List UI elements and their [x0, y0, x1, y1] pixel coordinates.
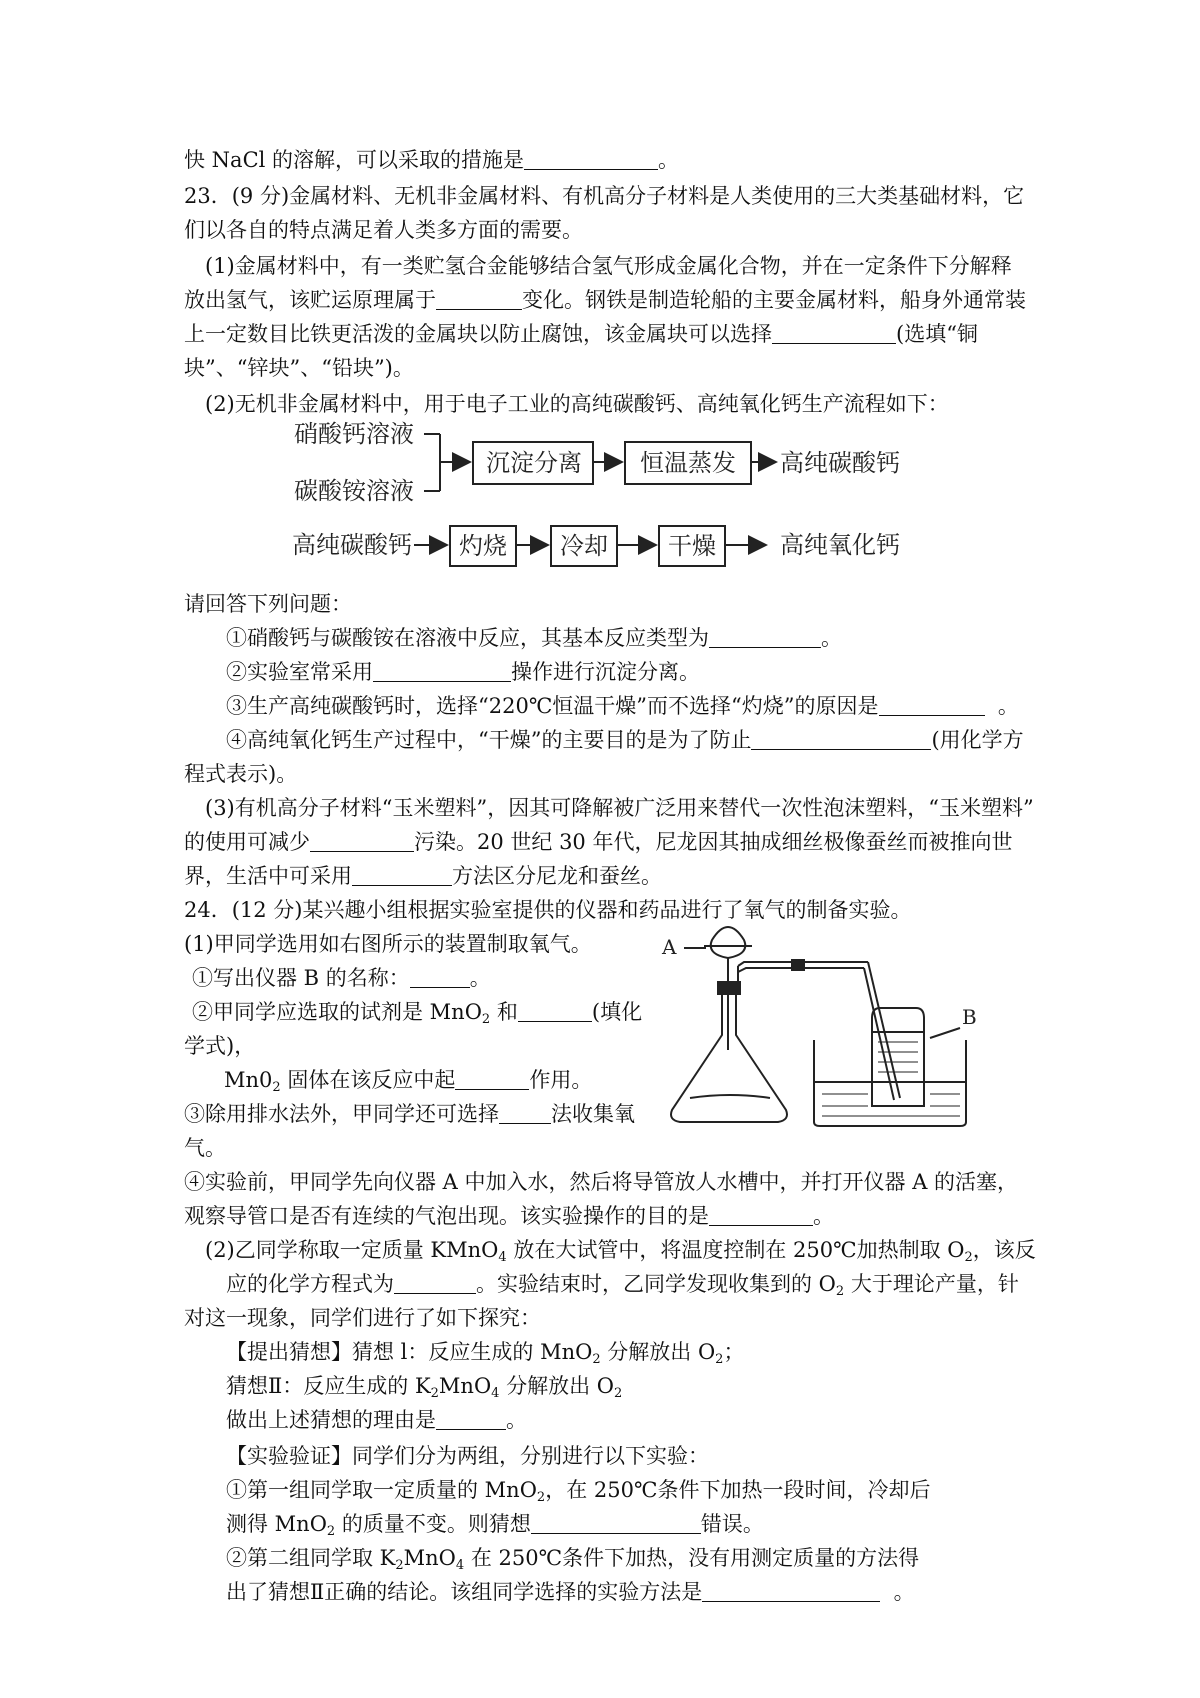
text-line: [205, 1238, 1036, 1265]
separatory-funnel: [711, 927, 746, 958]
text-line: ④实验前，甲同学先向仪器 A 中加入水，然后将导管放人水槽中，并打开仪器 A 的活塞，: [184, 1170, 1019, 1194]
oxygen-apparatus-diagram: [660, 920, 1000, 1140]
text-line: (1)甲同学选用如右图所示的装置制取氧气。: [184, 932, 592, 956]
text-line: (1)金属材料中，有一类贮氢合金能够结合氢气形成金属化合物，并在一定条件下分解释: [205, 254, 1012, 278]
subscript: 2: [614, 1386, 623, 1401]
subscript: 2: [835, 1284, 845, 1299]
text-line: 们以各自的特点满足着人类多方面的需要。: [184, 218, 583, 242]
text-segment: MnO: [403, 1546, 456, 1570]
text-segment: Mn0: [224, 1068, 273, 1092]
flow-step-precipitation: 沉淀分离: [486, 449, 582, 477]
text-segment: 的使用可减少: [184, 830, 310, 854]
flow-output-calcium-carbonate: 高纯碳酸钙: [780, 449, 900, 477]
text-segment: 。: [658, 148, 680, 172]
answer-blank[interactable]: [709, 629, 821, 648]
text-segment: (填化: [591, 1000, 643, 1024]
answer-blank[interactable]: [352, 867, 452, 886]
text-segment: 快 NaCl 的溶解，可以采取的措施是: [184, 148, 525, 172]
subscript: 4: [491, 1386, 500, 1401]
text-line: 请回答下列问题：: [184, 592, 352, 616]
subscript: 2: [395, 1558, 404, 1573]
text-line: [226, 1374, 623, 1401]
text-segment: 做出上述猜想的理由是: [226, 1408, 436, 1432]
text-segment: 。: [469, 966, 491, 990]
label-pointer-b: [930, 1028, 960, 1038]
text-segment: ，该反: [972, 1238, 1036, 1262]
text-line: [184, 866, 662, 887]
text-segment: 变化。钢铁是制造轮船的主要金属材料，船身外通常装: [522, 288, 1026, 312]
answer-blank[interactable]: [373, 663, 511, 682]
flow-start-calcium-carbonate: 高纯碳酸钙: [292, 531, 412, 559]
text-segment: ③除用排水法外，甲同学还可选择: [184, 1102, 499, 1126]
answer-blank[interactable]: [499, 1105, 551, 1124]
subscript: 2: [326, 1524, 336, 1539]
text-segment: 的质量不变。则猜想: [335, 1512, 531, 1536]
answer-blank[interactable]: [531, 1515, 701, 1534]
subscript: 2: [715, 1352, 724, 1367]
text-line: [226, 1340, 745, 1367]
text-segment: 错误。: [700, 1512, 764, 1536]
flow-input-calcium-nitrate: 硝酸钙溶液: [294, 420, 414, 448]
question-24: 24．(12 分)某兴趣小组根据实验室提供的仪器和药品进行了氧气的制备实验。: [184, 898, 912, 922]
label-a: A: [662, 935, 677, 959]
subscript: 4: [498, 1250, 507, 1265]
text-segment: 固体在该反应中起: [280, 1068, 456, 1092]
text-segment: (用化学方: [931, 728, 1024, 752]
answer-blank[interactable]: [879, 697, 985, 716]
text-segment: ①写出仪器 B 的名称：: [192, 966, 410, 990]
subscript: 2: [536, 1490, 546, 1505]
tube-connector: [792, 960, 804, 970]
text-segment: 方法区分尼龙和蚕丝。: [452, 864, 662, 888]
answer-blank[interactable]: [751, 731, 931, 750]
text-segment: 在 250℃条件下加热，没有用测定质量的方法得: [464, 1546, 920, 1570]
text-segment: 大于理论产量，针: [844, 1272, 1019, 1296]
text-line: 学式)，: [184, 1034, 256, 1058]
text-line: [184, 832, 1012, 853]
flow-step-dry: 干燥: [668, 532, 716, 560]
subscript: 4: [455, 1558, 465, 1573]
text-segment: 分解放出 O: [499, 1374, 615, 1398]
question-23: 23．(9 分)金属材料、无机非金属材料、有机高分子材料是人类使用的三大类基础材料，它: [184, 184, 1025, 208]
text-segment: 应的化学方程式为: [226, 1272, 394, 1296]
text-segment: 。: [821, 626, 842, 650]
answer-blank[interactable]: [702, 1583, 880, 1602]
answer-blank[interactable]: [455, 1071, 529, 1090]
text-segment: 测得 MnO: [226, 1512, 327, 1536]
text-segment: ②实验室常采用: [226, 660, 373, 684]
answer-blank[interactable]: [310, 833, 414, 852]
text-line: [226, 1582, 915, 1603]
label-b: B: [962, 1005, 977, 1029]
text-line: [226, 662, 700, 683]
text-segment: (2)乙同学称取一定质量 KMnO: [205, 1238, 499, 1262]
text-line: [226, 730, 1024, 751]
answer-blank[interactable]: [394, 1275, 476, 1294]
text-segment: 放出氢气，该贮运原理属于: [184, 288, 436, 312]
text-line: 对这一现象，同学们进行了如下探究：: [184, 1306, 541, 1330]
text-segment: 作用。: [529, 1068, 593, 1092]
delivery-tube: [864, 968, 894, 1100]
flow-input-ammonium-carbonate: 碳酸铵溶液: [294, 477, 414, 505]
text-segment: 观察导管口是否有连续的气泡出现。该实验操作的目的是: [184, 1204, 709, 1228]
text-line: [226, 1546, 920, 1573]
text-line: [226, 628, 842, 649]
text-segment: ②第二组同学取 K: [226, 1546, 396, 1570]
text-segment: 和: [490, 1000, 518, 1024]
text-segment: 上一定数目比铁更活泼的金属块以防止腐蚀，该金属块可以选择: [184, 322, 772, 346]
subscript: 2: [964, 1250, 973, 1265]
text-line: [226, 696, 1019, 717]
subscript: 2: [592, 1352, 601, 1367]
text-segment: ④高纯氧化钙生产过程中，“干燥”的主要目的是为了防止: [226, 728, 752, 752]
answer-blank[interactable]: [436, 1411, 506, 1430]
text-segment: 。: [506, 1408, 527, 1432]
text-line: [226, 1272, 1019, 1299]
text-segment: 污染。20 世纪 30 年代，尼龙因其抽成细丝极像蚕丝而被推向世: [414, 830, 1013, 854]
text-segment: ①硝酸钙与碳酸铵在溶液中反应，其基本反应类型为: [226, 626, 709, 650]
text-segment: 。实验结束时，乙同学发现收集到的 O: [476, 1272, 836, 1296]
subscript: 2: [481, 1012, 491, 1027]
flow-step-calcine: 灼烧: [459, 532, 507, 560]
text-segment: ③生产高纯碳酸钙时，选择“220℃恒温干燥”而不选择“灼烧”的原因是: [226, 694, 879, 718]
text-segment: 分解放出 O: [600, 1340, 716, 1364]
text-line: [224, 1068, 593, 1095]
text-line: 气。: [184, 1136, 226, 1160]
text-segment: ；: [723, 1340, 745, 1364]
text-segment: 。: [997, 694, 1019, 718]
text-line: [226, 1512, 764, 1539]
text-line: [184, 1206, 834, 1227]
text-line: (2)无机非金属材料中，用于电子工业的高纯碳酸钙、高纯氧化钙生产流程如下：: [205, 392, 949, 416]
flask-liquid: [690, 1095, 770, 1098]
text-segment: ①第一组同学取一定质量的 MnO: [226, 1478, 537, 1502]
text-line: 块”、“锌块”、“铅块”)。: [184, 356, 414, 380]
flow-step-cool: 冷却: [560, 532, 608, 560]
answer-blank[interactable]: [709, 1207, 813, 1226]
text-segment: (选填“铜: [896, 322, 978, 346]
text-segment: 放在大试管中，将温度控制在 250℃加热制取 O: [506, 1238, 965, 1262]
answer-blank[interactable]: [410, 969, 470, 988]
text-line: 程式表示)。: [184, 762, 298, 786]
text-segment: ，在 250℃条件下加热一段时间，冷却后: [545, 1478, 931, 1502]
text-segment: 出了猜想Ⅱ正确的结论。该组同学选择的实验方法是: [226, 1580, 703, 1604]
text-line: [184, 1104, 635, 1125]
text-segment: 操作进行沉淀分离。: [511, 660, 700, 684]
text-line: [192, 968, 491, 989]
text-line: [226, 1410, 527, 1431]
text-line: [226, 1478, 931, 1505]
flow-output-calcium-oxide: 高纯氧化钙: [780, 531, 900, 559]
text-segment: 【提出猜想】猜想 l：反应生成的 MnO: [226, 1340, 593, 1364]
text-segment: 。: [813, 1204, 834, 1228]
answer-blank[interactable]: [518, 1003, 592, 1022]
water-hatching: [822, 1042, 960, 1116]
text-line: [192, 1000, 643, 1027]
text-line: 【实验验证】同学们分为两组，分别进行以下实验：: [226, 1444, 709, 1468]
text-segment: 法收集氧: [551, 1102, 635, 1126]
flow-step-evaporation: 恒温蒸发: [640, 449, 736, 477]
text-segment: ②甲同学应选取的试剂是 MnO: [192, 1000, 482, 1024]
text-line: (3)有机高分子材料“玉米塑料”，因其可降解被广泛用来替代一次性泡沫塑料，“玉米塑料”: [205, 796, 1034, 820]
subscript: 2: [272, 1080, 281, 1095]
text-segment: MnO: [438, 1374, 492, 1398]
subscript: 2: [430, 1386, 439, 1401]
text-segment: 界，生活中可采用: [184, 864, 352, 888]
text-segment: 猜想Ⅱ：反应生成的 K: [226, 1374, 431, 1398]
text-segment: 。: [893, 1580, 915, 1604]
